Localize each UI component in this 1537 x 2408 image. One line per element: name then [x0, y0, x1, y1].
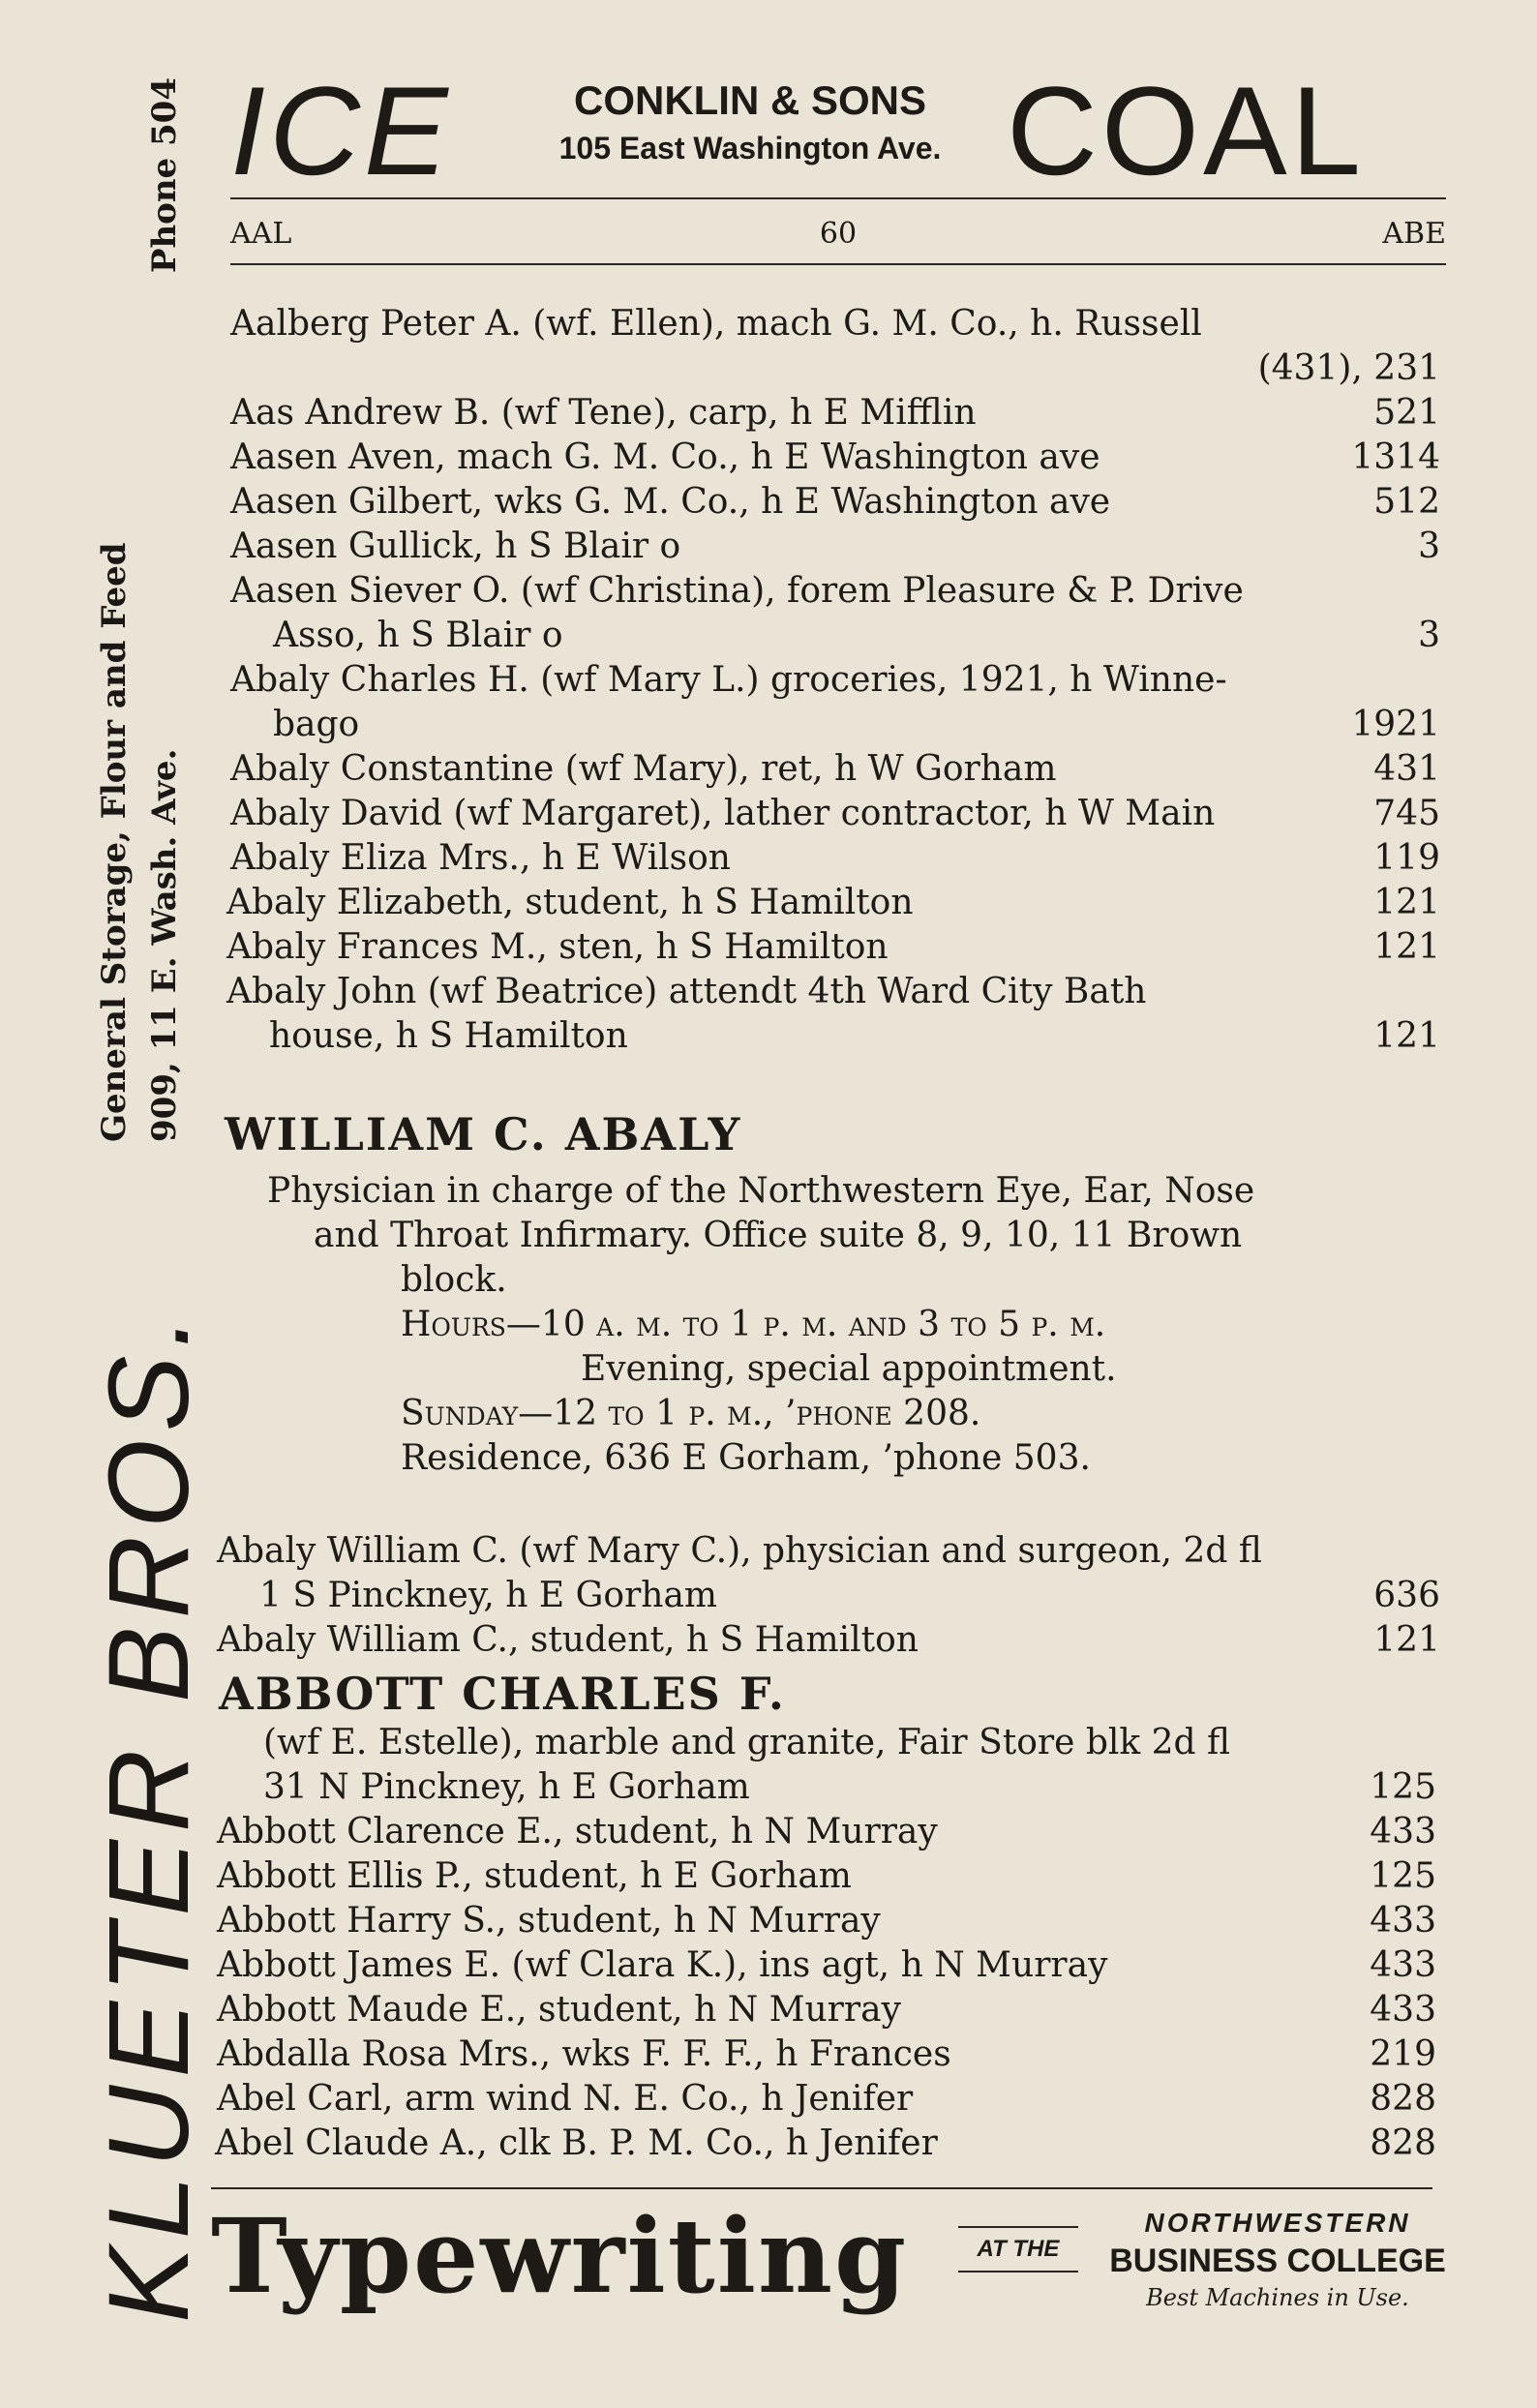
- side-ad-details: [89, 77, 190, 1142]
- entry-continuation: 1 S Pinckney, h E Gorham: [259, 1576, 718, 1615]
- footer-northwestern: NORTHWESTERN: [1144, 2208, 1411, 2238]
- entry-text: Aasen Aven, mach G. M. Co., h E Washington ave: [230, 437, 1100, 477]
- header-coal-word: COAL: [1007, 60, 1366, 201]
- entry-number: 3: [1418, 527, 1440, 566]
- list-item: [217, 1988, 1436, 2032]
- side-ad-line1: General Storage, Flour and Feed: [95, 542, 134, 1142]
- list-item: [217, 1854, 1436, 1899]
- entry-text: Abaly Elizabeth, student, h S Hamilton: [226, 883, 914, 922]
- list-item: [217, 1529, 1440, 1618]
- klueter-bros-name: KLUETER BROS.: [85, 1308, 213, 2323]
- side-advertisement: [85, 68, 215, 2323]
- entry-number: 121: [1373, 1620, 1440, 1660]
- abaly-card-hours: [401, 1303, 1105, 1347]
- entry-number: 125: [1370, 1767, 1436, 1807]
- list-item: [230, 480, 1440, 525]
- entry-number: 828: [1370, 2123, 1436, 2163]
- entry-number: 1921: [1351, 705, 1440, 744]
- abbott-line2-row: [263, 1765, 1436, 1810]
- abaly-card-line3: block.: [401, 1260, 507, 1300]
- hours-text: —10 a. m. to 1 p. m. and 3 to 5 p. m.: [505, 1305, 1106, 1344]
- footer-business-college: BUSINESS COLLEGE: [1109, 2242, 1446, 2279]
- entry-text: Abaly David (wf Margaret), lather contractor, h W Main: [230, 794, 1216, 833]
- list-item: [230, 302, 1440, 391]
- entry-text: Abbott Clarence E., student, h N Murray: [217, 1812, 938, 1851]
- footer-typewriting: Typewriting: [211, 2195, 909, 2316]
- header-rule: [230, 197, 1446, 199]
- list-item: [217, 1618, 1440, 1663]
- entry-text: Abaly Constantine (wf Mary), ret, h W Gorham: [230, 749, 1057, 789]
- list-item: [230, 391, 1440, 436]
- sunday-text: —12 to 1 p. m., ’phone 208.: [518, 1394, 981, 1433]
- entry-text: Abaly Charles H. (wf Mary L.) groceries, 1921, h Winne-: [230, 660, 1227, 700]
- entry-number: 433: [1370, 1812, 1436, 1851]
- entry-text: Abbott Maude E., student, h N Murray: [217, 1990, 901, 2030]
- abaly-card-line2: and Throat Infirmary. Office suite 8, 9, 10, 11 Brown: [314, 1216, 1243, 1255]
- list-item: [217, 1899, 1436, 1943]
- entry-text: Abaly Frances M., sten, h S Hamilton: [226, 927, 889, 967]
- entry-text: Abbott Harry S., student, h N Murray: [217, 1901, 881, 1941]
- abaly-card-heading: WILLIAM C. ABALY: [225, 1108, 742, 1160]
- header-company-address: 105 East Washington Ave.: [558, 131, 942, 166]
- entry-text: Abaly William C. (wf Mary C.), physician and surgeon, 2d fl: [217, 1531, 1262, 1571]
- entry-text: Abaly Eliza Mrs., h E Wilson: [230, 838, 731, 878]
- entry-text: Aasen Siever O. (wf Christina), forem Pleasure & P. Drive: [230, 571, 1244, 611]
- entry-text: Aasen Gilbert, wks G. M. Co., h E Washington ave: [230, 482, 1111, 522]
- list-item: [230, 569, 1440, 658]
- running-head: [230, 215, 1446, 254]
- entry-number: 3: [1418, 616, 1440, 655]
- header-company-block: [542, 75, 958, 170]
- list-item: [230, 836, 1440, 881]
- footer-at-the: AT THE: [958, 2226, 1078, 2273]
- list-item: [217, 2077, 1436, 2122]
- abaly-card-residence: Residence, 636 E Gorham, ’phone 503.: [401, 1438, 1091, 1478]
- footer-rule: [211, 2187, 1432, 2189]
- list-item: [217, 1943, 1436, 1988]
- list-item: [217, 2032, 1436, 2077]
- abbott-line2: 31 N Pinckney, h E Gorham: [263, 1767, 750, 1807]
- entry-number: 828: [1370, 2079, 1436, 2119]
- abaly-card-line1: Physician in charge of the Northwestern Eye, Ear, Nose: [267, 1171, 1255, 1211]
- entry-number: 745: [1373, 794, 1440, 833]
- entry-number: 521: [1373, 393, 1440, 433]
- entry-text: Abbott James E. (wf Clara K.), ins agt, h N Murray: [217, 1945, 1108, 1985]
- hours-label: Hours: [401, 1305, 506, 1344]
- entry-number: 433: [1370, 1990, 1436, 2030]
- list-item: [226, 970, 1440, 1059]
- entry-number: 636: [1373, 1576, 1440, 1615]
- entry-number: 433: [1370, 1945, 1436, 1985]
- list-item: [215, 2122, 1436, 2166]
- entry-number: 121: [1373, 927, 1440, 967]
- entry-text: Abaly William C., student, h S Hamilton: [217, 1620, 919, 1660]
- entry-number: 219: [1370, 2034, 1436, 2074]
- entry-number: 125: [1370, 1856, 1436, 1896]
- list-item: [226, 925, 1440, 970]
- entry-text: Abaly John (wf Beatrice) attendt 4th Ward City Bath: [226, 972, 1147, 1011]
- header-ice-word: ICE: [230, 60, 452, 201]
- abaly-card-sunday: [401, 1392, 980, 1436]
- list-item: [226, 881, 1440, 925]
- list-item: [230, 525, 1440, 569]
- entry-number: 1314: [1351, 437, 1440, 477]
- side-ad-line2: [139, 77, 190, 1142]
- entry-number: 121: [1373, 1016, 1440, 1056]
- entry-continuation: bago: [273, 705, 360, 744]
- entry-continuation: (431), 231: [1257, 348, 1440, 388]
- list-item: [217, 1810, 1436, 1854]
- list-item: [230, 436, 1440, 480]
- entry-text: Aalberg Peter A. (wf. Ellen), mach G. M. Co., h. Russell: [230, 304, 1202, 344]
- entry-number: 119: [1373, 838, 1440, 878]
- entry-text: Abdalla Rosa Mrs., wks F. F. F., h Frances: [217, 2034, 951, 2074]
- list-item: [230, 792, 1440, 836]
- entry-number: 512: [1373, 482, 1440, 522]
- entry-text: Aas Andrew B. (wf Tene), carp, h E Mifflin: [230, 393, 977, 433]
- abaly-card-evening: Evening, special appointment.: [581, 1349, 1117, 1389]
- footer-college-block: [1103, 2207, 1452, 2313]
- footer-tagline: Best Machines in Use.: [1146, 2284, 1409, 2311]
- entry-number: 121: [1373, 883, 1440, 922]
- entry-text: Abel Carl, arm wind N. E. Co., h Jenifer: [217, 2079, 914, 2119]
- entry-continuation: house, h S Hamilton: [269, 1016, 628, 1056]
- page-number: 60: [819, 217, 858, 251]
- running-head-rule: [230, 263, 1446, 265]
- list-item: [230, 747, 1440, 792]
- entry-number: 433: [1370, 1901, 1436, 1941]
- sunday-label: Sunday: [401, 1394, 519, 1433]
- abbott-line1: (wf E. Estelle), marble and granite, Fair Store blk 2d fl: [263, 1723, 1231, 1762]
- list-item: [230, 658, 1440, 747]
- running-head-left: AAL: [230, 217, 292, 251]
- abbott-heading: ABBOTT CHARLES F.: [219, 1668, 786, 1720]
- side-ad-phone: Phone 504: [145, 77, 184, 274]
- entry-number: 431: [1373, 749, 1440, 789]
- entry-continuation: Asso, h S Blair o: [273, 616, 563, 655]
- entry-text: Aasen Gullick, h S Blair o: [230, 527, 681, 566]
- entry-text: Abel Claude A., clk B. P. M. Co., h Jenifer: [215, 2123, 938, 2163]
- header-company-name: CONKLIN & SONS: [573, 77, 926, 123]
- side-ad-address: 909, 11 E. Wash. Ave.: [145, 748, 184, 1142]
- running-head-right: ABE: [1382, 217, 1446, 251]
- entry-text: Abbott Ellis P., student, h E Gorham: [217, 1856, 852, 1896]
